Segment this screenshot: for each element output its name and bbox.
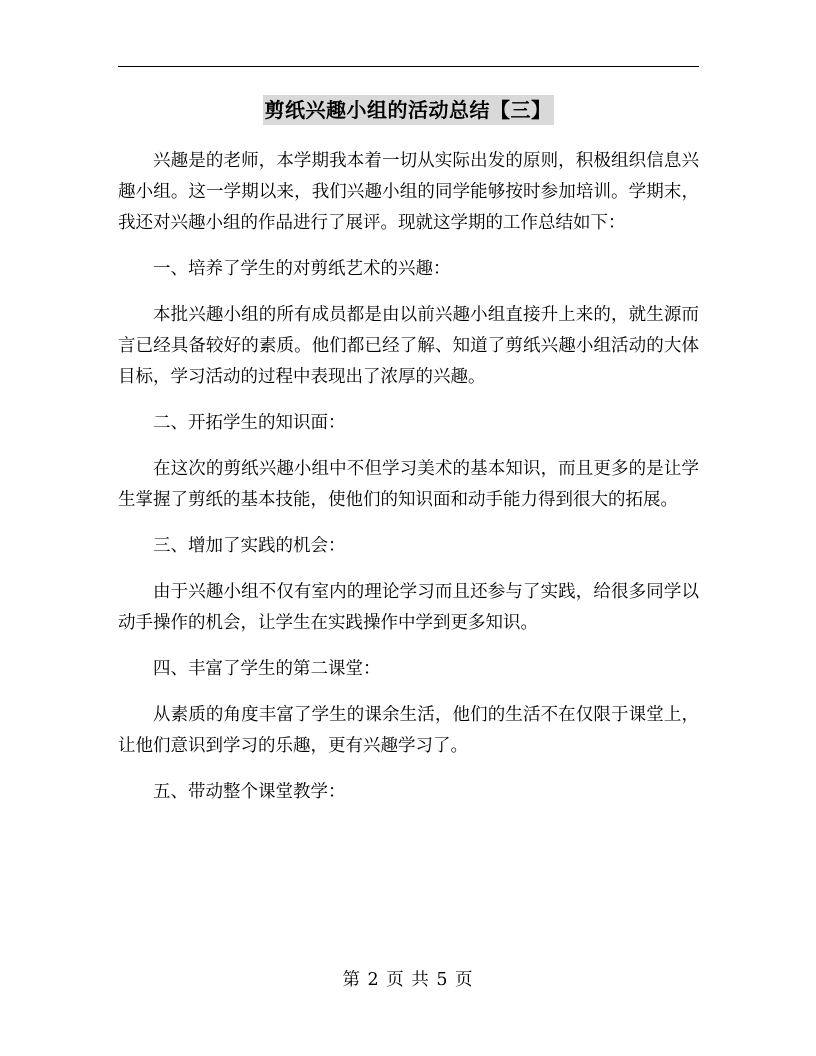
section-paragraph-1: 本批兴趣小组的所有成员都是由以前兴趣小组直接升上来的，就生源而言已经具备较好的素质。他们都已经了解、知道了剪纸兴趣小组活动的大体目标，学习活动的过程中表现出了浓厚的兴趣。 (118, 305, 699, 387)
section-heading-5: 五、带动整个课堂教学： (153, 782, 346, 802)
section-heading-2: 二、开拓学生的知识面： (153, 413, 346, 433)
document-body (118, 146, 699, 808)
section-paragraph-3: 由于兴趣小组不仅有室内的理论学习而且还参与了实践，给很多同学以动手操作的机会，让学生在实践操作中学到更多知识。 (118, 582, 699, 633)
section-paragraph-4: 从素质的角度丰富了学生的课余生活，他们的生活不在仅限于课堂上，让他们意识到学习的乐趣，更有兴趣学习了。 (118, 705, 699, 756)
header-rule (118, 66, 699, 67)
page-footer (0, 966, 816, 994)
section-paragraph-2: 在这次的剪纸兴趣小组中不但学习美术的基本知识，而且更多的是让学生掌握了剪纸的基本技能，使他们的知识面和动手能力得到很大的拓展。 (118, 459, 699, 510)
title-container (0, 95, 816, 125)
section-heading-4: 四、丰富了学生的第二课堂： (153, 659, 381, 679)
intro-paragraph: 兴趣是的老师，本学期我本着一切从实际出发的原则，积极组织信息兴趣小组。这一学期以来，我们兴趣小组的同学能够按时参加培训。学期末，我还对兴趣小组的作品进行了展评。现就这学期的工作总结如下： (118, 151, 699, 233)
page-title: 剪纸兴趣小组的活动总结【三】 (263, 95, 554, 125)
section-heading-1: 一、培养了学生的对剪纸艺术的兴趣： (153, 259, 451, 279)
section-heading-3: 三、增加了实践的机会： (153, 536, 346, 556)
page-number: 第 2 页 共 5 页 (342, 970, 474, 990)
